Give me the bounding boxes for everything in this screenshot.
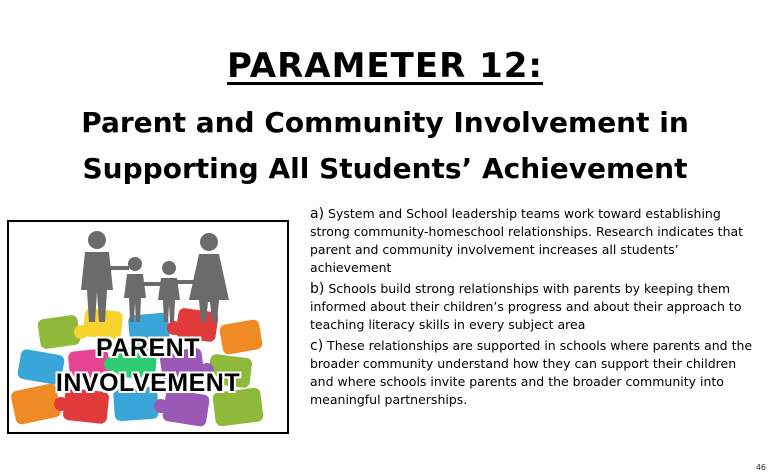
image-caption-involvement: INVOLVEMENT: [55, 369, 241, 397]
arm: [177, 280, 197, 284]
item-marker: a): [310, 206, 325, 222]
puzzle-knob: [154, 399, 168, 413]
puzzle-knob: [54, 397, 68, 411]
puzzle-pieces: [10, 307, 264, 427]
item-text: System and School leadership teams work toward establishing strong community-homeschool relationships. Research indicates that parent and community involvement increases all students’ achievement: [310, 206, 744, 275]
puzzle-knob: [167, 321, 181, 335]
father-head: [88, 231, 106, 249]
item-marker: c): [310, 338, 324, 354]
arm: [143, 282, 161, 286]
item-text: These relationships are supported in schools where parents and the broader community understand how they can support their children and where schools invite parents and the broader community into meaningful partnerships.: [310, 338, 753, 407]
parent-involvement-image: [7, 220, 289, 434]
image-caption-parent: PARENT: [96, 334, 200, 362]
slide-heading: PARAMETER 12:: [226, 46, 543, 86]
mother-head: [200, 233, 218, 251]
item-marker: b): [310, 281, 325, 297]
arm: [109, 266, 129, 270]
item-b: [310, 280, 762, 334]
subtitle-line-1: Parent and Community Involvement in: [81, 106, 689, 139]
slide-subtitle: [20, 100, 750, 192]
child-head: [162, 261, 176, 275]
item-text: Schools build strong relationships with parents by keeping them informed about their children’s progress and about their approach to teaching literacy skills in every subject area: [310, 281, 742, 332]
item-c: [310, 337, 762, 409]
item-a: [310, 205, 762, 277]
child-head: [128, 257, 142, 271]
parameter-description: [310, 205, 762, 412]
subtitle-line-2: Supporting All Students’ Achievement: [82, 152, 688, 185]
family-silhouettes: [81, 231, 229, 322]
family-puzzle-illustration: [9, 222, 287, 432]
page-number: 46: [755, 463, 766, 472]
